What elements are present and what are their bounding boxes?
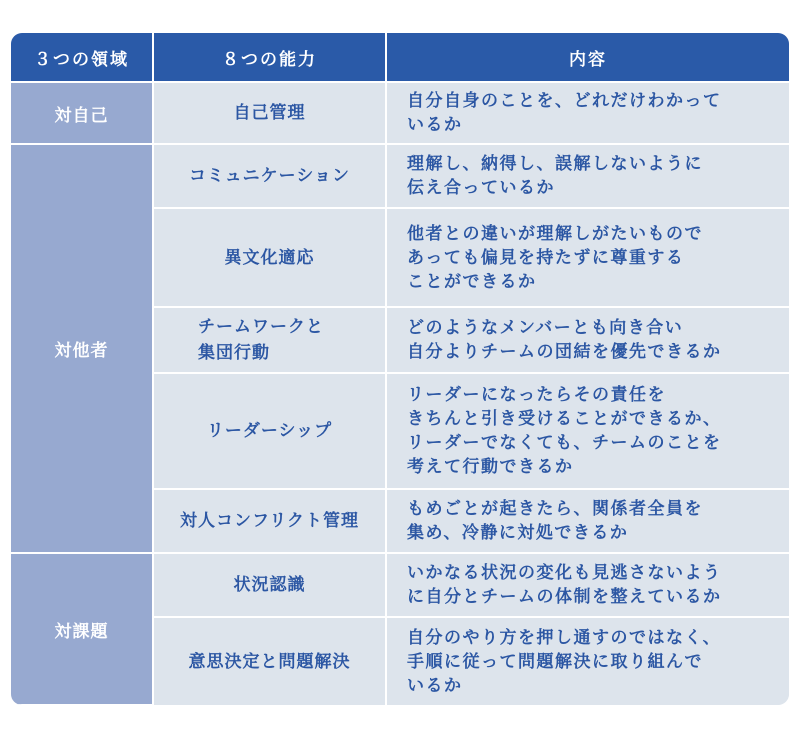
content-line: きちんと引き受けることができるか、 — [407, 409, 722, 429]
content-line: リーダーでなくても、チームのことを — [407, 433, 722, 453]
ability-line: 対人コンフリクト管理 — [180, 511, 359, 531]
competency-table — [11, 33, 789, 705]
content-cell — [386, 553, 789, 617]
competency-table-container — [11, 33, 789, 705]
content-line: いるか — [407, 115, 463, 135]
ability-line: 意思決定と問題解決 — [188, 651, 351, 672]
ability-line: チームワークと — [198, 317, 324, 337]
header-domain: ３つの領域 — [11, 33, 153, 82]
content-line: もめごとが起きたら、関係者全員を — [407, 499, 703, 519]
content-line: リーダーになったらその責任を — [407, 385, 666, 405]
header-row — [11, 33, 789, 82]
ability-line: 自己管理 — [233, 103, 306, 123]
content-line: 自分よりチームの団結を優先できるか — [407, 342, 722, 362]
ability-cell — [153, 307, 386, 373]
content-line: ことができるか — [407, 271, 537, 292]
content-line: 集め、冷静に対処できるか — [407, 523, 629, 543]
ability-cell — [153, 82, 386, 144]
content-line: 自分のやり方を押し通すのではなく、 — [407, 627, 722, 648]
ability-line: コミュニケーション — [189, 166, 350, 186]
table-row — [11, 82, 789, 144]
ability-line: 異文化適応 — [224, 247, 315, 268]
table-row — [11, 144, 789, 208]
header-ability: ８つの能力 — [153, 33, 386, 82]
table-row — [11, 553, 789, 617]
ability-cell — [153, 208, 386, 307]
content-line: あっても偏見を持たずに尊重する — [407, 247, 685, 268]
content-line: 他者との違いが理解しがたいもので — [407, 223, 703, 244]
content-cell — [386, 82, 789, 144]
content-line: どのようなメンバーとも向き合い — [407, 318, 684, 338]
content-line: いかなる状況の変化も見逃さないよう — [407, 563, 722, 583]
content-line: 手順に従って問題解決に取り組んで — [407, 651, 703, 672]
ability-cell — [153, 373, 386, 489]
ability-line: 集団行動 — [198, 343, 270, 363]
ability-line: 状況認識 — [233, 575, 306, 595]
domain-cell-task: 対課題 — [11, 553, 153, 705]
domain-cell-others: 対他者 — [11, 144, 153, 553]
content-cell — [386, 489, 789, 553]
ability-cell — [153, 617, 386, 705]
content-line: いるか — [407, 675, 463, 696]
ability-cell — [153, 553, 386, 617]
header-content: 内容 — [386, 33, 789, 82]
domain-cell-self: 対自己 — [11, 82, 153, 144]
content-line: に自分とチームの体制を整えているか — [407, 587, 722, 607]
content-line: 自分自身のことを、どれだけわかって — [407, 91, 722, 111]
content-line: 理解し、納得し、誤解しないように — [407, 154, 703, 174]
content-line: 伝え合っているか — [407, 178, 555, 198]
content-cell — [386, 617, 789, 705]
content-line: 考えて行動できるか — [407, 457, 574, 477]
ability-line: リーダーシップ — [206, 421, 333, 441]
ability-cell — [153, 144, 386, 208]
ability-cell — [153, 489, 386, 553]
content-cell — [386, 307, 789, 373]
content-cell — [386, 208, 789, 307]
content-cell — [386, 144, 789, 208]
content-cell — [386, 373, 789, 489]
